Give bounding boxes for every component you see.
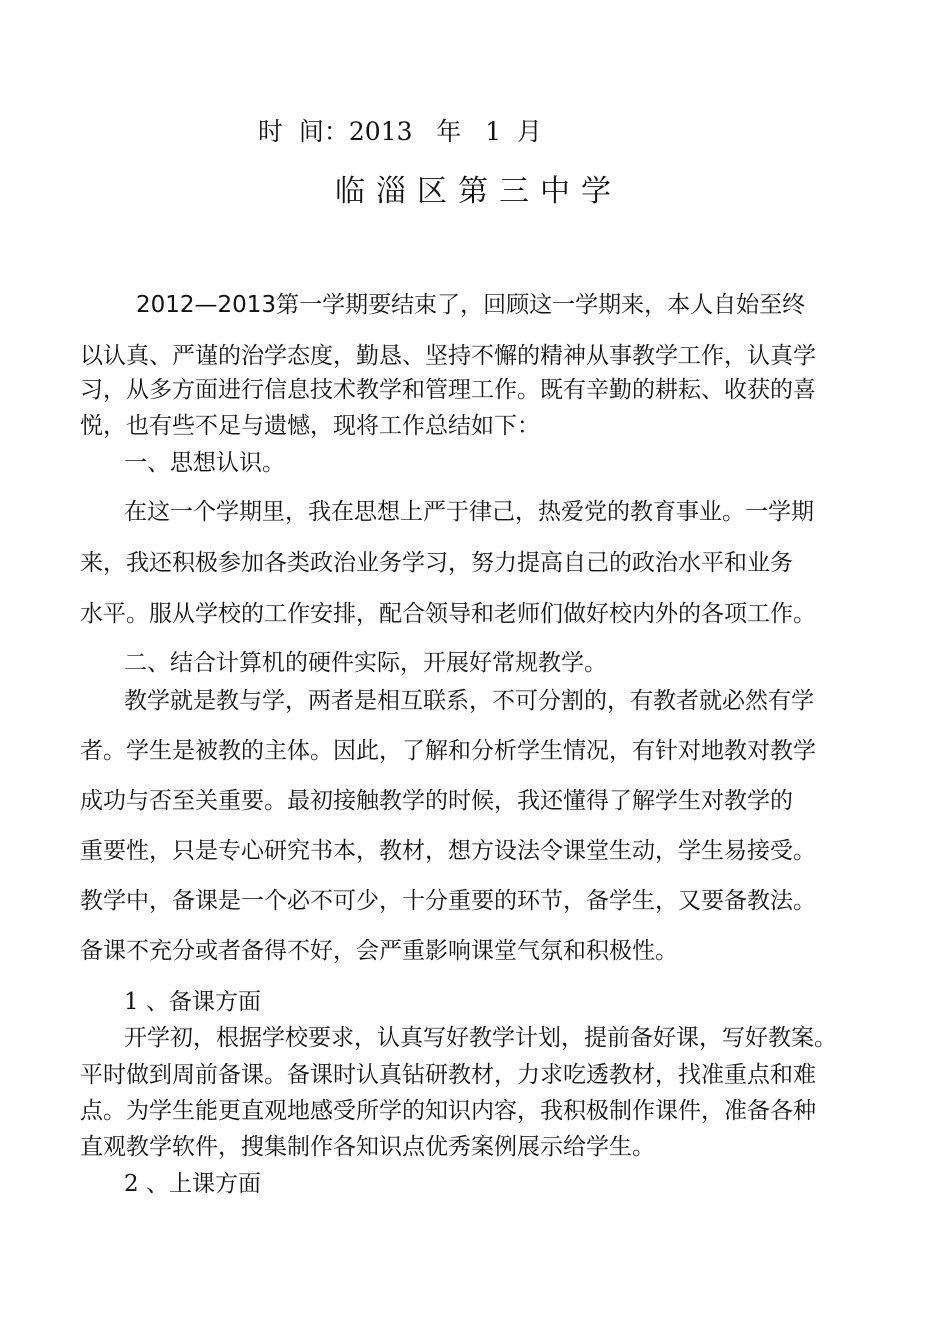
body-line: 教学就是教与学，两者是相互联系，不可分割的，有教者就必然有学	[124, 688, 814, 714]
body-line: 教学中，备课是一个必不可少，十分重要的环节，备学生，又要备教法。	[80, 888, 816, 914]
body-line: 者。学生是被教的主体。因此，了解和分析学生情况，有针对地教对教学	[80, 738, 816, 764]
subsection-heading: 1 、备课方面	[124, 989, 261, 1015]
body-line: 在这一个学期里，我在思想上严于律己，热爱党的教育事业。一学期	[124, 499, 814, 525]
body-line: 重要性，只是专心研究书本，教材，想方设法令课堂生动，学生易接受。	[80, 838, 816, 864]
intro-text: 第一学期要结束了，回顾这一学期来，本人自始至终	[276, 292, 806, 318]
body-line: 水平。服从学校的工作安排，配合领导和老师们做好校内外的各项工作。	[80, 601, 816, 627]
section-heading: 一、思想认识。	[124, 450, 285, 476]
body-line: 习，从多方面进行信息技术教学和管理工作。既有辛勤的耕耘、收获的喜	[80, 377, 816, 403]
body-line: 成功与否至关重要。最初接触教学的时候，我还懂得了解学生对教学的	[80, 788, 793, 814]
intro-year: 2012—2013	[136, 292, 277, 318]
subsection-heading: 2 、上课方面	[124, 1171, 261, 1197]
intro-line	[136, 290, 805, 320]
body-line: 来，我还积极参加各类政治业务学习，努力提高自己的政治水平和业务	[80, 550, 793, 576]
body-line: 备课不充分或者备得不好，会严重影响课堂气氛和积极性。	[80, 938, 678, 964]
body-line: 点。为学生能更直观地感受所学的知识内容，我积极制作课件，准备各种	[80, 1098, 816, 1124]
school-name: 临淄区第三中学	[335, 174, 622, 209]
body-line: 以认真、严谨的治学态度，勤恳、坚持不懈的精神从事教学工作，认真学	[80, 343, 816, 369]
body-line: 直观教学软件，搜集制作各知识点优秀案例展示给学生。	[80, 1134, 655, 1160]
body-line: 开学初，根据学校要求，认真写好教学计划，提前备好课，写好教案。	[124, 1025, 837, 1051]
date-line: 时 间：2013 年 1 月	[258, 117, 542, 146]
body-line: 平时做到周前备课。备课时认真钻研教材，力求吃透教材，找准重点和难	[80, 1062, 816, 1088]
body-line: 悦，也有些不足与遗憾，现将工作总结如下：	[80, 413, 540, 439]
section-heading: 二、结合计算机的硬件实际，开展好常规教学。	[124, 650, 607, 676]
